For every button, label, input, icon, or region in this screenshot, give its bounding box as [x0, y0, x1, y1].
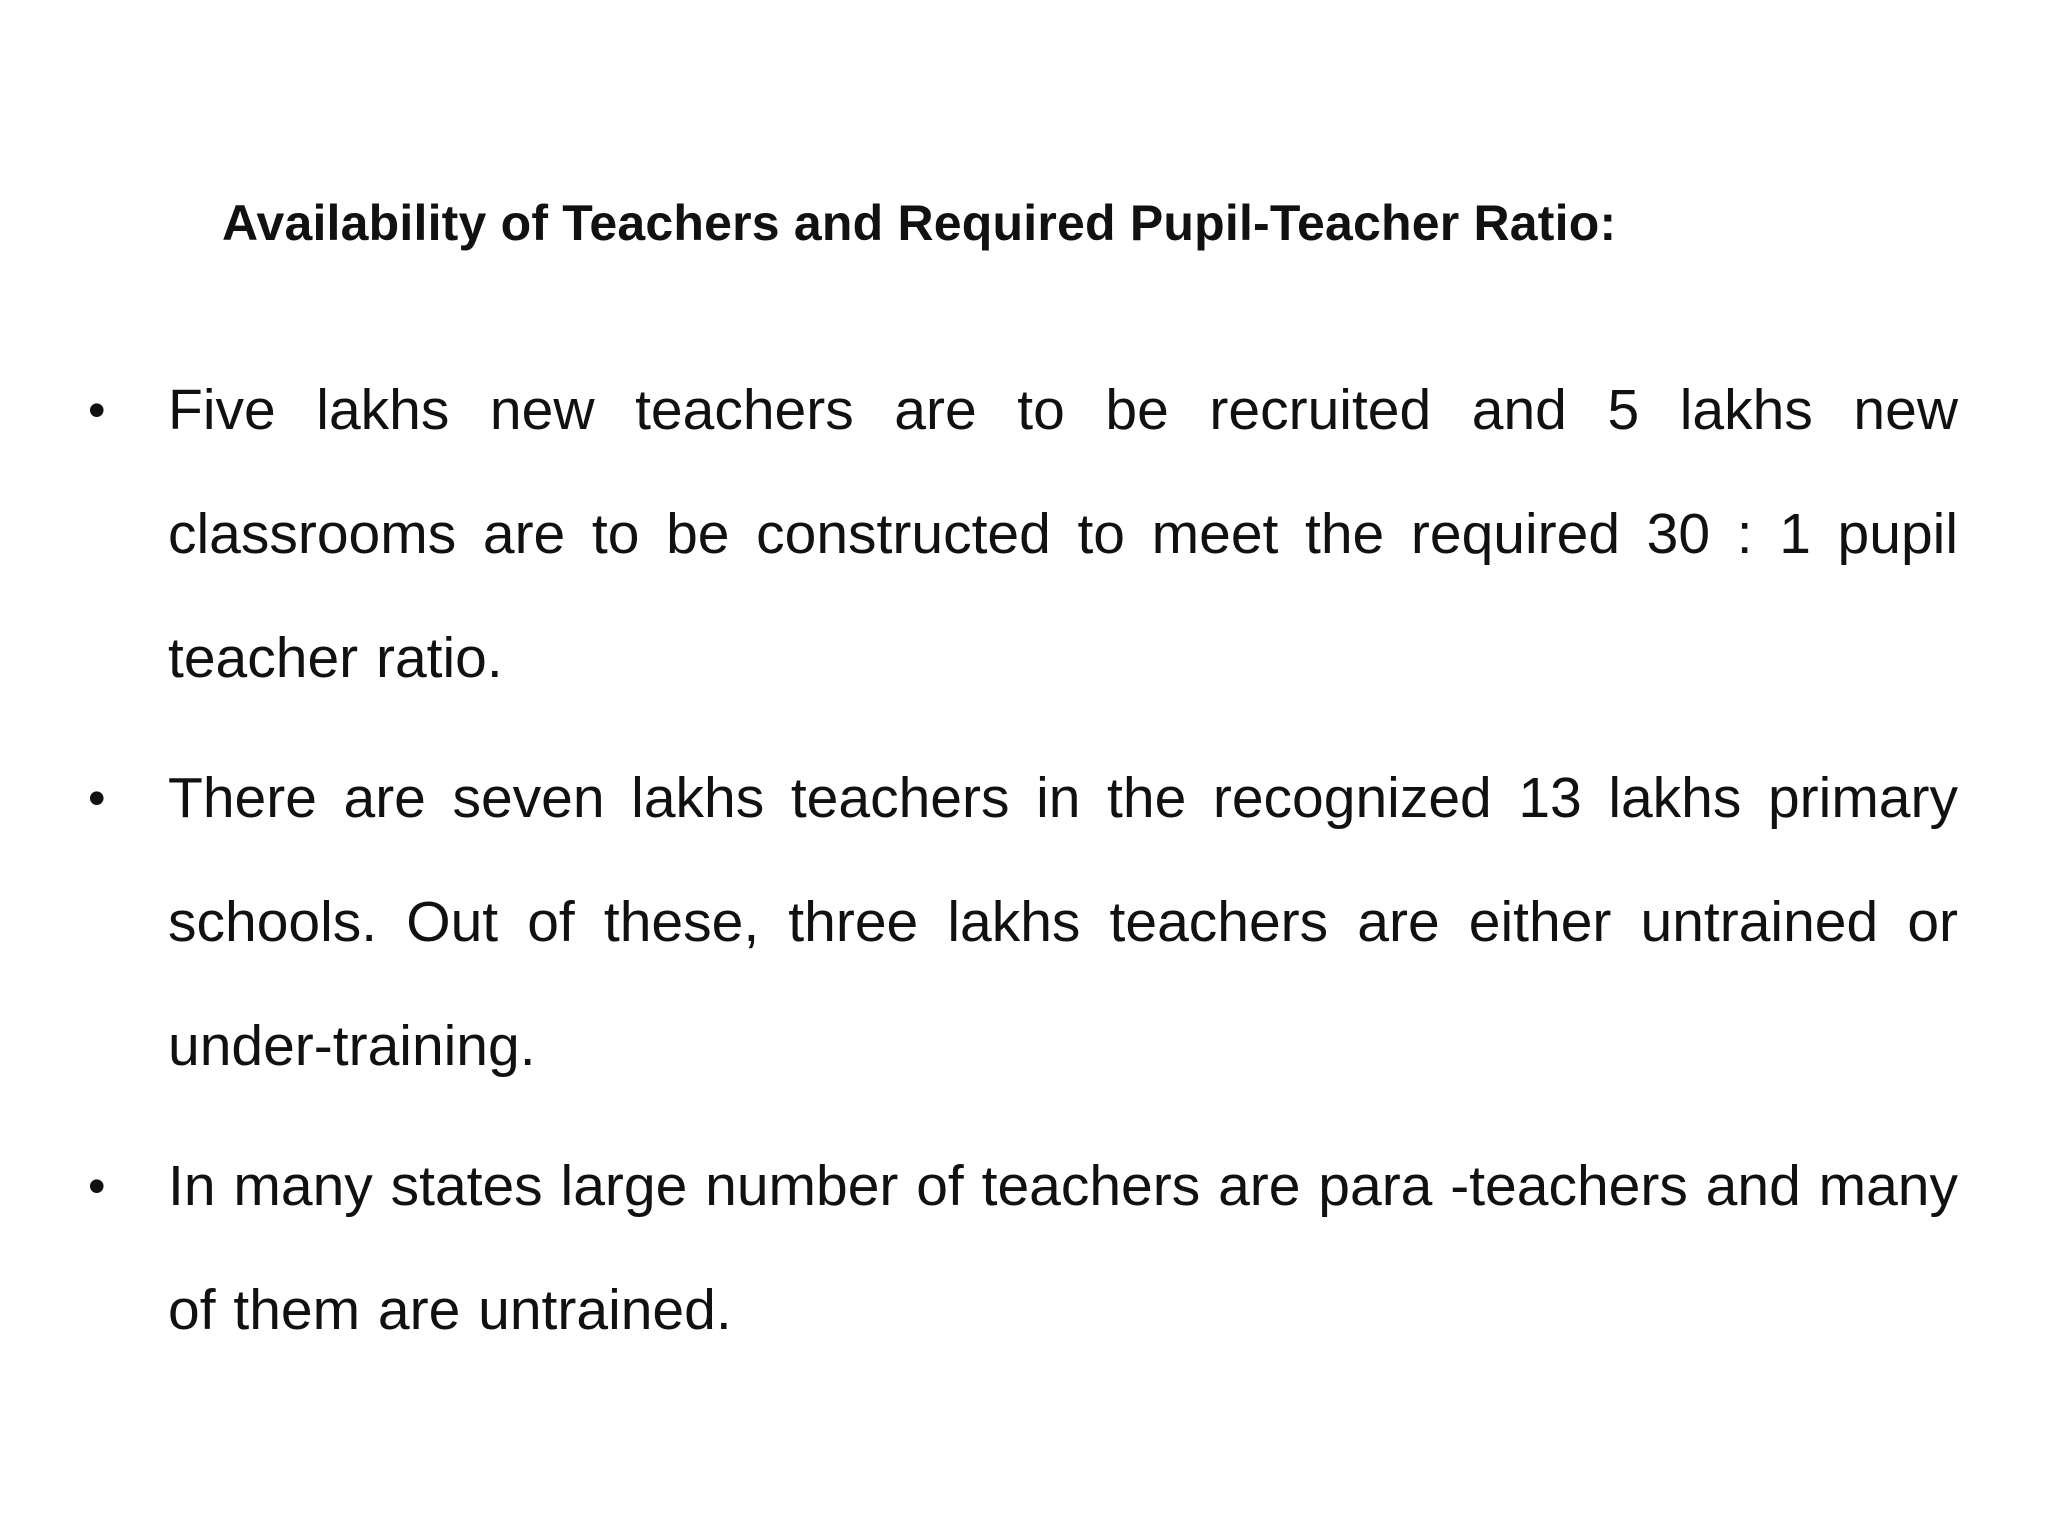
bullet-icon: • — [88, 770, 106, 826]
bullet-icon: • — [88, 1158, 106, 1214]
bullet-item — [88, 1124, 1958, 1372]
slide-title: Availability of Teachers and Required Pupil-Teacher Ratio: — [222, 195, 1617, 251]
bullet-text: In many states large number of teachers are para -teachers and many of them are untrained. — [168, 1154, 1958, 1342]
bullet-icon: • — [88, 382, 106, 438]
bullet-list — [88, 348, 1958, 1372]
bullet-item — [88, 348, 1958, 720]
bullet-text: Five lakhs new teachers are to be recruited and 5 lakhs new classrooms are to be constructed to meet the required 30 : 1 pupil teacher ratio. — [168, 378, 1958, 690]
bullet-text: There are seven lakhs teachers in the recognized 13 lakhs primary schools. Out of these, three lakhs teachers are either untrained or under-training. — [168, 766, 1958, 1078]
bullet-item — [88, 736, 1958, 1108]
